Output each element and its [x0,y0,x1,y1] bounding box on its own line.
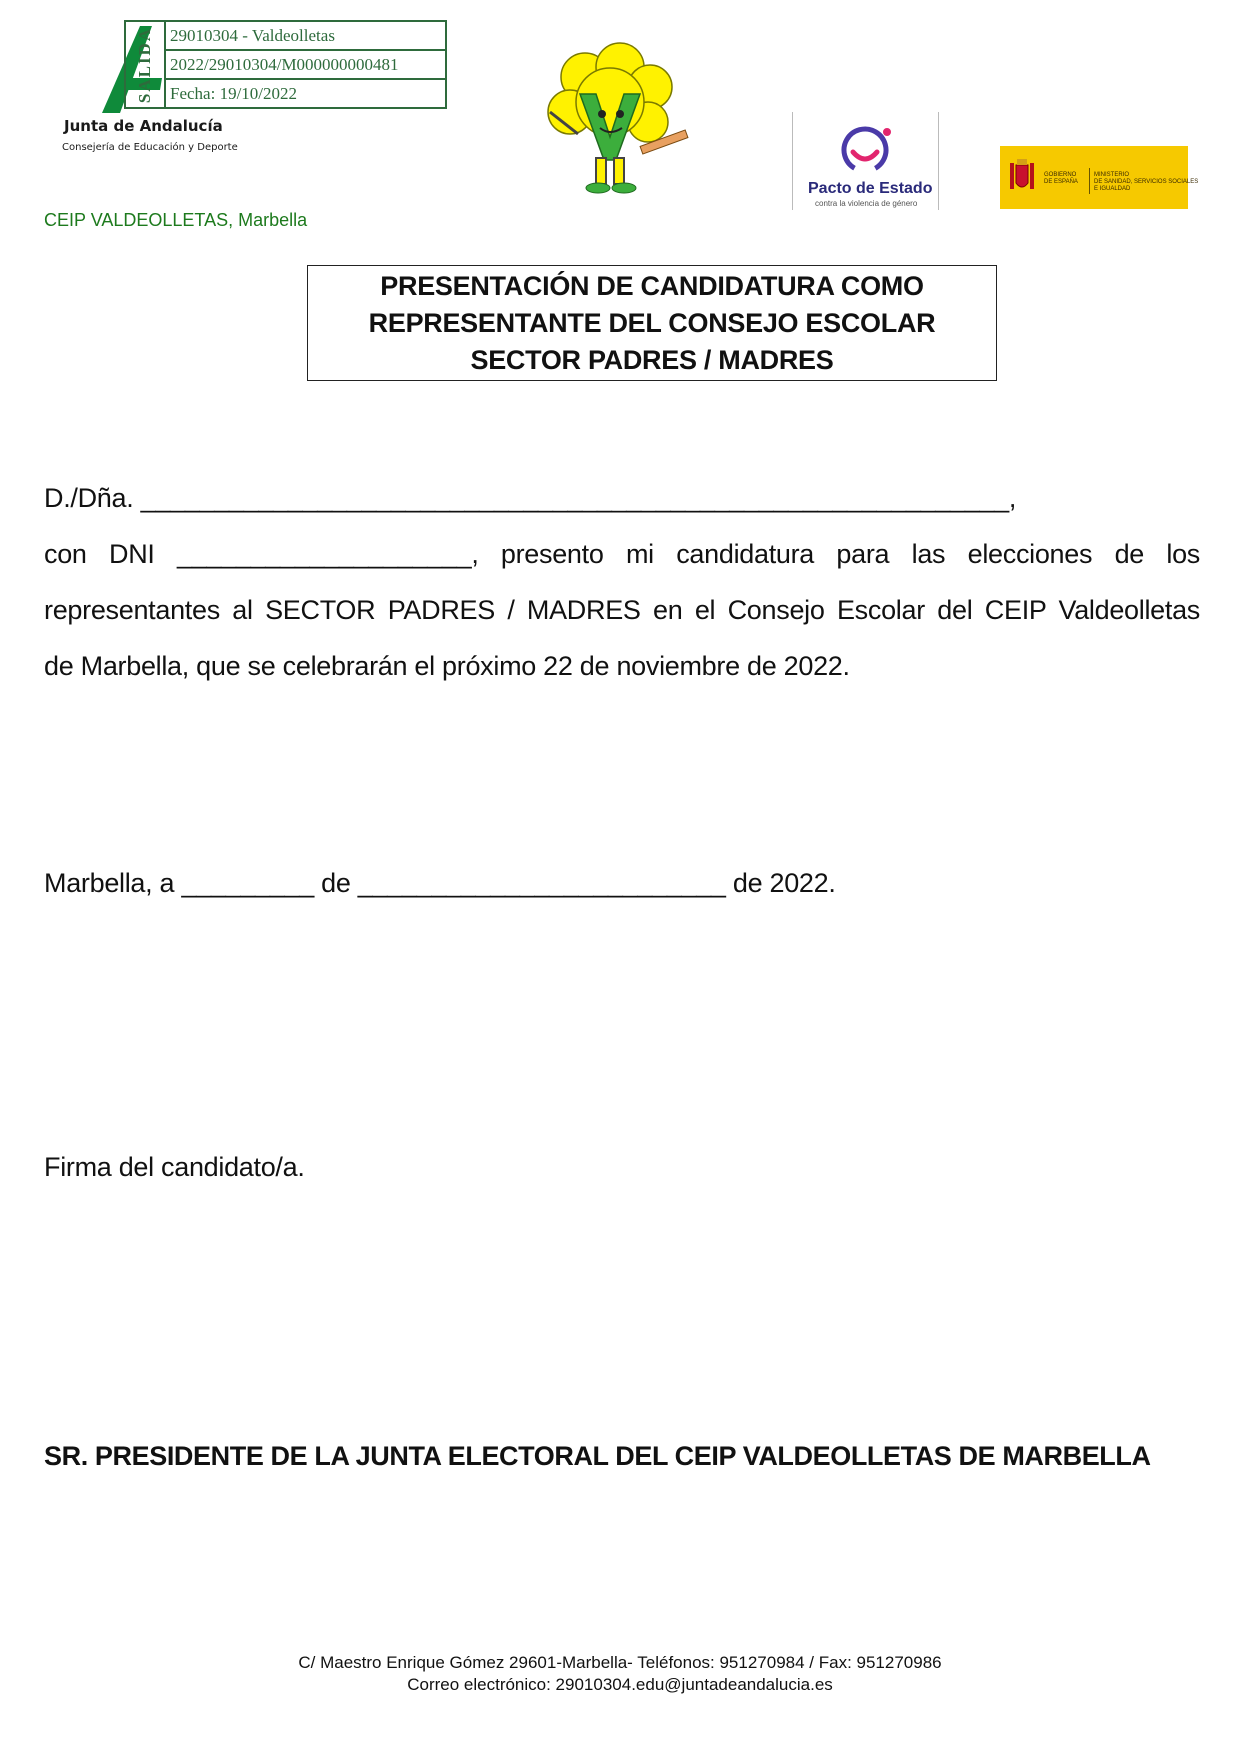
pacto-subtitle: contra la violencia de género [815,199,918,208]
title-line-1: PRESENTACIÓN DE CANDIDATURA COMO [380,270,924,301]
candidate-name-line: D./Dña. ___________________________________________________________, [44,483,1017,513]
stamp-row-date: Fecha: 19/10/2022 [170,84,298,103]
footer [0,1652,1240,1696]
footer-address: C/ Maestro Enrique Gómez 29601-Marbella- Teléfonos: 951270984 / Fax: 951270986 [298,1653,942,1672]
stamp-label-cell [126,22,166,107]
signature-label: Firma del candidato/a. [44,1152,305,1182]
pacto-title: Pacto de Estado [808,180,933,197]
stamp-label: SALIDA [135,26,154,103]
footer-email: Correo electrónico: 29010304.edu@juntadeandalucia.es [407,1675,833,1694]
title-line-2: REPRESENTANTE DEL CONSEJO ESCOLAR [368,307,936,338]
paragraph-line-2: representantes al SECTOR PADRES / MADRES en el Consejo Escolar del CEIP Valdeolletas [44,595,1200,625]
paragraph-line-1: con DNI ____________________, presento mi candidatura para las elecciones de los [44,539,1200,569]
gobierno-label: GOBIERNO DE ESPAÑA [1044,172,1078,185]
candidacy-paragraph [44,526,1200,694]
place-date-line: Marbella, a _________ de _________________________ de 2022. [44,868,836,898]
registry-stamp [124,20,447,109]
document-title-box [307,265,997,381]
junta-department: Consejería de Educación y Deporte [62,142,238,153]
pacto-divider-right [938,112,939,210]
addressee: SR. PRESIDENTE DE LA JUNTA ELECTORAL DEL CEIP VALDEOLLETAS DE MARBELLA [44,1441,1151,1471]
stamp-row-reference: 2022/29010304/M000000000481 [166,51,445,80]
gobierno-divider [1089,168,1090,194]
school-name: CEIP VALDEOLLETAS, Marbella [44,210,308,230]
stamp-rows [166,22,445,107]
junta-name: Junta de Andalucía [64,117,223,135]
stamp-row-center: 29010304 - Valdeolletas [166,22,445,51]
title-line-3: SECTOR PADRES / MADRES [470,344,834,375]
ministerio-label: MINISTERIO DE SANIDAD, SERVICIOS SOCIALES E IGUALDAD [1094,172,1199,192]
coat-of-arms-icon [1007,157,1037,197]
paragraph-line-3: de Marbella, que se celebrarán el próximo 22 de noviembre de 2022. [44,651,850,681]
school-mascot-image [530,42,700,194]
